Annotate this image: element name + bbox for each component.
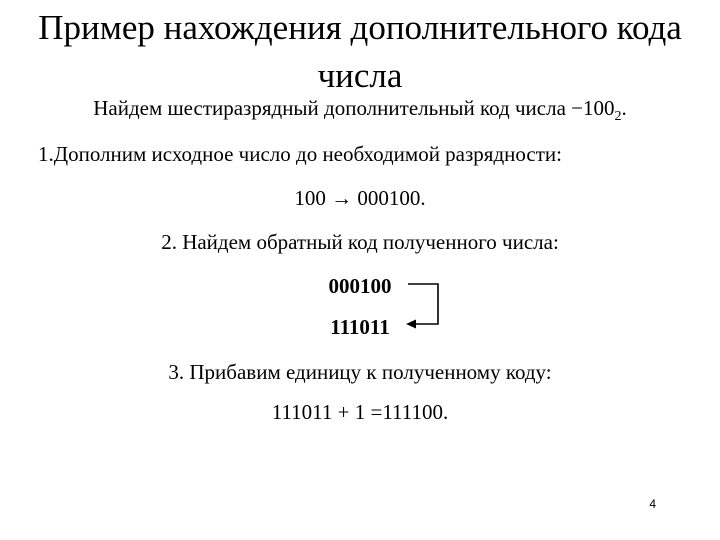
original-code: 000100	[328, 274, 392, 298]
intro-main: Найдем шестиразрядный дополнительный код числа −100	[93, 96, 615, 120]
page-number: 4	[649, 497, 656, 511]
conversion-result: 000100.	[357, 186, 426, 210]
step-2-text: 2. Найдем обратный код полученного числа:	[161, 230, 559, 254]
sum-result: 111011 + 1 =111100.	[271, 400, 449, 424]
title-line-2: числа	[317, 56, 403, 95]
slide-title	[0, 4, 720, 100]
conversion-line	[0, 184, 720, 212]
inverted-code: 111011	[330, 315, 390, 339]
title-line-1: Пример нахождения дополнительного кода	[38, 8, 682, 47]
intro-subscript: 2	[614, 109, 622, 124]
step-1-text: 1.Дополним исходное число до необходимой разрядности:	[38, 142, 562, 166]
step-3-text: 3. Прибавим единицу к полученному коду:	[168, 360, 552, 384]
intro-tail: .	[621, 96, 627, 120]
conversion-source: 100	[294, 186, 326, 210]
intro-text	[0, 94, 720, 126]
conversion-arrow: →	[331, 186, 353, 210]
